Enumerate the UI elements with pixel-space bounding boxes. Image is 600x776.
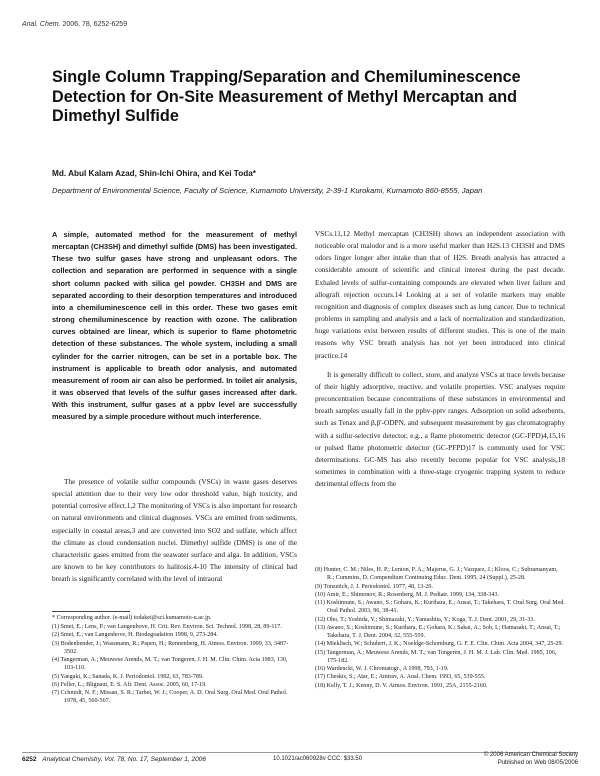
body-left-column [52, 476, 297, 585]
footer-copyright-block [400, 751, 578, 767]
reference-item: (7) Cchmidt, N. F.; Missan, S. R.; Tarbet, W. J.; Cooper, A. D. Oral Surg. Oral Med. Oral Pathol. 1978, 45, 560-567. [52, 690, 288, 705]
reference-item: (6) Feller, L.; Blignaut, E. S. Afr. Dent. Assoc. 2005, 60, 17-19. [52, 681, 207, 688]
page-number: 6252 [22, 756, 37, 763]
reference-item: (16) Wardencki, W. J. Chromatogr., A 1998, 793, 1-19. [315, 666, 449, 672]
affiliation: Department of Environmental Science, Faculty of Science, Kumamoto University, 2-39-1 Kurokami, Kumamoto 860-8555, Japan [52, 186, 483, 195]
reference-item: (17) Cheskis, S.; Atar, E.; Amirav, A. Anal. Chem. 1993, 65, 539-555. [315, 674, 486, 681]
reference-item: (1) Smet, E.; Lens, P.; van Langenhove, H. Crit. Rev. Environ. Sci. Technol. 1998, 28, 89-117. [52, 624, 282, 630]
reference-list-left [52, 623, 297, 706]
reference-list-right [315, 566, 565, 690]
reference-item: (9) Tonzetich, J. J. Periodontol. 1977, 48, 13-20. [315, 583, 433, 590]
reference-item: (2) Smet, E.; van Langenhove, H. Biodegradation 1998, 9, 273-284. [52, 632, 218, 639]
published-date: Published on Web 08/05/2006 [497, 760, 578, 766]
footer-journal-line: Analytical Chemistry, Vol. 78, No. 17, September 1, 2006 [42, 756, 206, 763]
abstract: A simple, automated method for the measurement of methyl mercaptan (CH3SH) and dimethyl sulfide (DMS) has been investigated. These two sulfur gases have strong and unpleasant odors. The collection and separation are performed in sequence with a single short column packed with silica gel powder. CH3SH and DMS are separated according to their desorption temperatures and introduced into a chemiluminescence cell in this order. These two gases emit strong chemiluminescence by reaction with ozone. The calibration curves obtained are linear, which is superior to flame photometric detection of these substances. The whole system, including a small cylinder for the carrier nitrogen, can be set in a portable box. The instrument is applicable to breath odor analysis, and automated measurement of room air can also be performed. In toilet air analysis, it was observed that levels of the sulfur gases increased after dark. With this instrument, sulfur gases at a ppbv level are successfully measured by a simple procedure without much interference. [52, 230, 297, 422]
journal-header [22, 21, 127, 28]
body-paragraph: VSCs.11,12 Methyl mercaptan (CH3SH) shows an independent association with noticeable oral malodor and is a more useful marker than H2S.13 CH3SH and DMS odors linger longer after intake than that of H2S. Breath analysis has attracted a considerable amount of scientific and clinical interest during the past decade. Exhaled levels of sulfur-containing compounds are elevated when liver failure and allograft rejection occurs.14 Looking at a set of volatile markers may enable recognition and diagnosis of complex diseases such as lung cancer. Due to technical problems in sampling and analysis and a lack of normalization and standardization, huge variations exist between results of different studies. This is one of the main reasons why VSC breath analysis has not yet been introduced into clinical practice.14 [315, 229, 565, 360]
reference-item: (18) Kelly, T. J.; Kenny, D. V. Atmos. Environ. 1991, 25A, 2155-2160. [315, 682, 488, 689]
article-title: Single Column Trapping/Separation and Chemiluminescence Detection for On-Site Measurement of Methyl Mercaptan and Dimethyl Sulfide [52, 68, 521, 125]
reference-item: (8) Hunter, C. M.; Niles, H. P.; Lenton, P. A.; Majerus, G. J.; Vazquez, J.; Kloos, C.; Subramanyam, R.; Cummins, D. Compendium Continuing Educ. Dent. 1995, 24 (Suppl.), 25-28. [315, 567, 558, 582]
body-paragraph: The presence of volatile sulfur compounds (VSCs) in waste gases deserves special attention due to their very low odor threshold value, high toxicity, and potential corrosive effect.1,2 The monitoring of VSCs is also important for research on natural environments and clinical diagnoses. VSCs are emitted from sediments, especially in coastal areas,3 and are converted into SO2 and sulfate, which affect the climate as cloud condensation nuclei. Dimethyl sulfide (DMS) is one of the characteristic gases emitted from the seawater surface and alga. In addition, VSCs are known to be key contributors to halitosis.4-10 The intensity of clinical bad breath is significantly correlated with the level of intraoral [52, 477, 297, 584]
reference-item: (10) Amir, E.; Shimonov, R.; Rosenberg, M. J. Pediatr. 1999, 134, 338-343. [315, 591, 500, 598]
reference-item: (15) Tangerman, A.; Meuwese Arends, M. T.; van Tongeren, J. H. M. J. Lab. Clin. Med. 1985, 106, 175-182. [315, 649, 557, 664]
reference-item: (11) Koshimune, S.; Awano, S.; Gohara, K.; Kurihara, E.; Ansai, T.; Takehara, T. Oral Surg. Oral Med. Oral Pathol. 2003, 96, 38-41. [315, 600, 565, 615]
reference-item: (3) Bodenbender, J.; Wassmann, R.; Papen, H.; Rennenberg, H. Atmos. Environ. 1999, 33, 3487-3502. [52, 640, 289, 655]
footer-doi: 10.1021/ac060928v CCC: $33.50 [273, 756, 363, 762]
journal-abbrev: Anal. Chem. [22, 21, 61, 28]
reference-item: (4) Tangerman, A.; Meuwese Arends, M. T.; van Tongeren, J. H. M. Clin. Chim. Acta 1983, 130, 103-110. [52, 657, 288, 672]
body-right-column [315, 228, 565, 490]
body-paragraph: It is generally difficult to collect, store, and analyze VSCs at trace levels because of their highly adsorptive, reactive, and volatile properties. VSC analyses require preconcentration because concentrations of these substances in environmental and breath samples usually fall in the ppbv-pptv ranges. Adsorption on solid adsorbents, such as Tenax and β,β'-ODPN, and subsequent measurement by gas chromatography with a sulfur-selective detector, e.g., a flame photometric detector (GC-FPD)4,15,16 or pulsed flame photometric detector (GC-PFPD)17 is commonly used for VSC determinations. GC-MS has also recently become popular for VSC analysis,18 sometimes in combination with a three-stage cryogenic trapping system to reduce detrimental effects from the [315, 369, 565, 489]
reference-item: (13) Awano, S.; Koshimune, S.; Kurihara, E.; Gohara, K.; Sakai, A.; Soh, I.; Hamasaki, T.; Ansai, T.; Takehara, T. J. Dent. 2004, 32, 555-559. [315, 624, 561, 639]
footnote-separator [52, 611, 130, 612]
footer-journal [22, 756, 206, 763]
reference-item: (12) Oho, T.; Yoshida, Y.; Shimazaki, Y.; Yamashita, Y.; Koga, T. J. Dent. 2001, 29, 31-33. [315, 616, 535, 623]
reference-item: (14) Mieklisch, W.; Schubert, J. K.; Noeldge-Schomburg, G. F. E. Clin. Chim. Acta 2004, 347, 25-29. [315, 641, 564, 648]
reference-item: (5) Yaegaki, K.; Sanada, K. J. Periodontol. 1992, 63, 783-789. [52, 673, 204, 680]
journal-citation: 2006, 78, 6252-6259 [62, 21, 128, 28]
corresponding-author-note: * Corresponding author. (e-mail) todakei@sci.kumamoto-u.ac.jp. [52, 615, 212, 621]
copyright: © 2006 American Chemical Society [483, 752, 578, 758]
author-list: Md. Abul Kalam Azad, Shin-Ichi Ohira, and Kei Toda* [52, 169, 256, 178]
